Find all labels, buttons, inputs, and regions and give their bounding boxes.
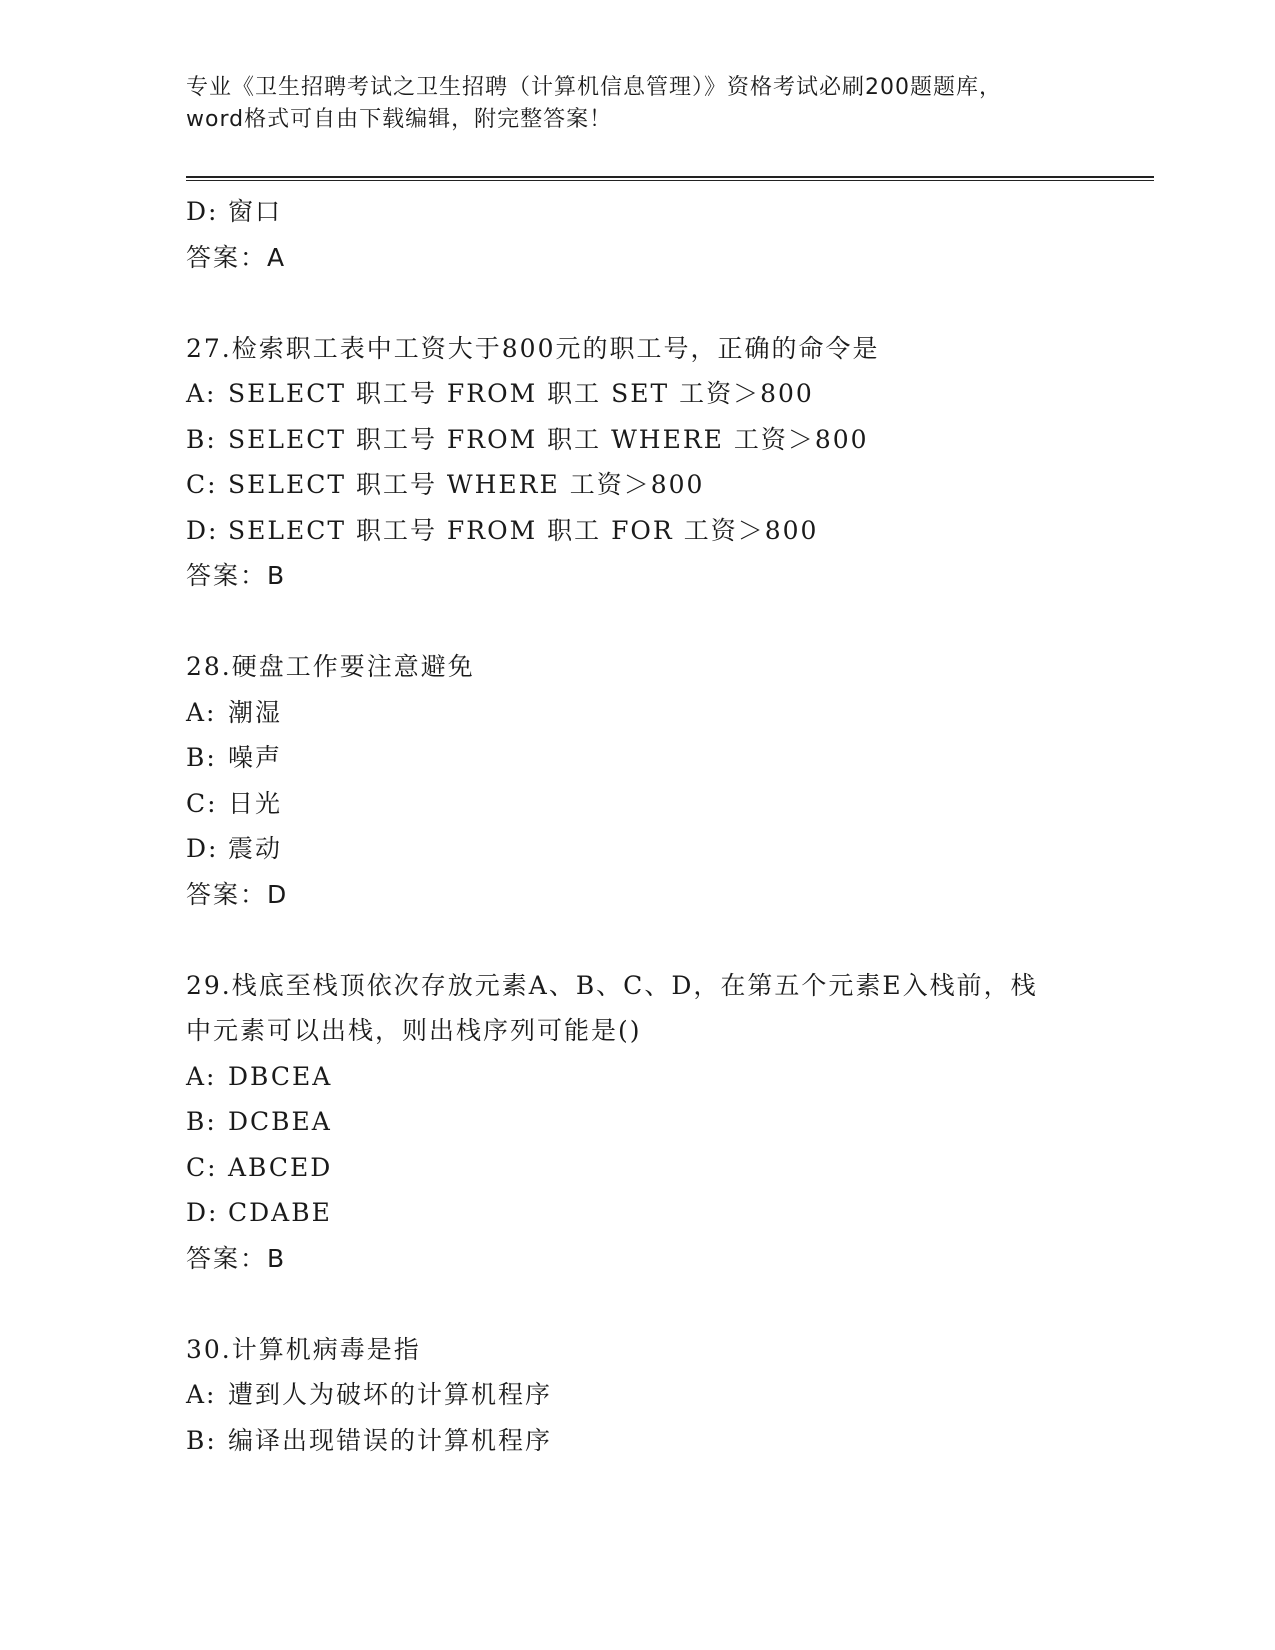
question-27-answer: 答案：B <box>186 561 287 590</box>
question-28-option-a: A: 潮湿 <box>186 697 283 727</box>
question-27-option-b: B: SELECT 职工号 FROM 职工 WHERE 工资＞800 <box>186 424 869 454</box>
question-29-option-a: A: DBCEA <box>186 1061 333 1091</box>
question-29-option-c: C: ABCED <box>186 1152 333 1182</box>
question-29-answer: 答案：B <box>186 1243 287 1273</box>
question-27-stem: 27.检索职工表中工资大于800元的职工号，正确的命令是 <box>186 333 880 363</box>
question-29-option-d: D: CDABE <box>186 1198 332 1227</box>
question-28-option-c: C: 日光 <box>186 788 283 818</box>
question-27-option-c: C: SELECT 职工号 WHERE 工资＞800 <box>186 470 705 499</box>
prev-answer: 答案：A <box>186 242 287 272</box>
question-28-stem: 28.硬盘工作要注意避免 <box>186 652 475 681</box>
header-title-line-1: 专业《卫生招聘考试之卫生招聘（计算机信息管理）》资格考试必刷200题题库， <box>186 75 1002 100</box>
question-28-answer: 答案：D <box>186 879 289 909</box>
question-30-stem: 30.计算机病毒是指 <box>186 1334 421 1364</box>
header-title-line-2: word格式可自由下载编辑，附完整答案！ <box>186 107 613 132</box>
spacer <box>186 1281 1086 1327</box>
spacer <box>186 599 1086 645</box>
prev-option-d: D: 窗口 <box>186 197 283 226</box>
header-divider <box>186 176 1154 181</box>
question-28-option-d: D: 震动 <box>186 834 283 863</box>
question-30-option-b: B: 编译出现错误的计算机程序 <box>186 1425 553 1455</box>
spacer <box>186 280 1086 326</box>
question-29-stem-line-1: 29.栈底至栈顶依次存放元素A、B、C、D，在第五个元素E入栈前，栈 <box>186 970 1038 1000</box>
document-header <box>186 72 1086 136</box>
spacer <box>186 917 1086 963</box>
question-29-stem-line-2: 中元素可以出栈，则出栈序列可能是() <box>186 1016 642 1045</box>
question-27-option-d: D: SELECT 职工号 FROM 职工 FOR 工资＞800 <box>186 515 819 545</box>
question-29-option-b: B: DCBEA <box>186 1107 332 1136</box>
question-list <box>186 189 1086 1463</box>
question-28-option-b: B: 噪声 <box>186 743 283 772</box>
question-27-option-a: A: SELECT 职工号 FROM 职工 SET 工资＞800 <box>186 379 814 408</box>
question-30-option-a: A: 遭到人为破坏的计算机程序 <box>186 1380 553 1409</box>
